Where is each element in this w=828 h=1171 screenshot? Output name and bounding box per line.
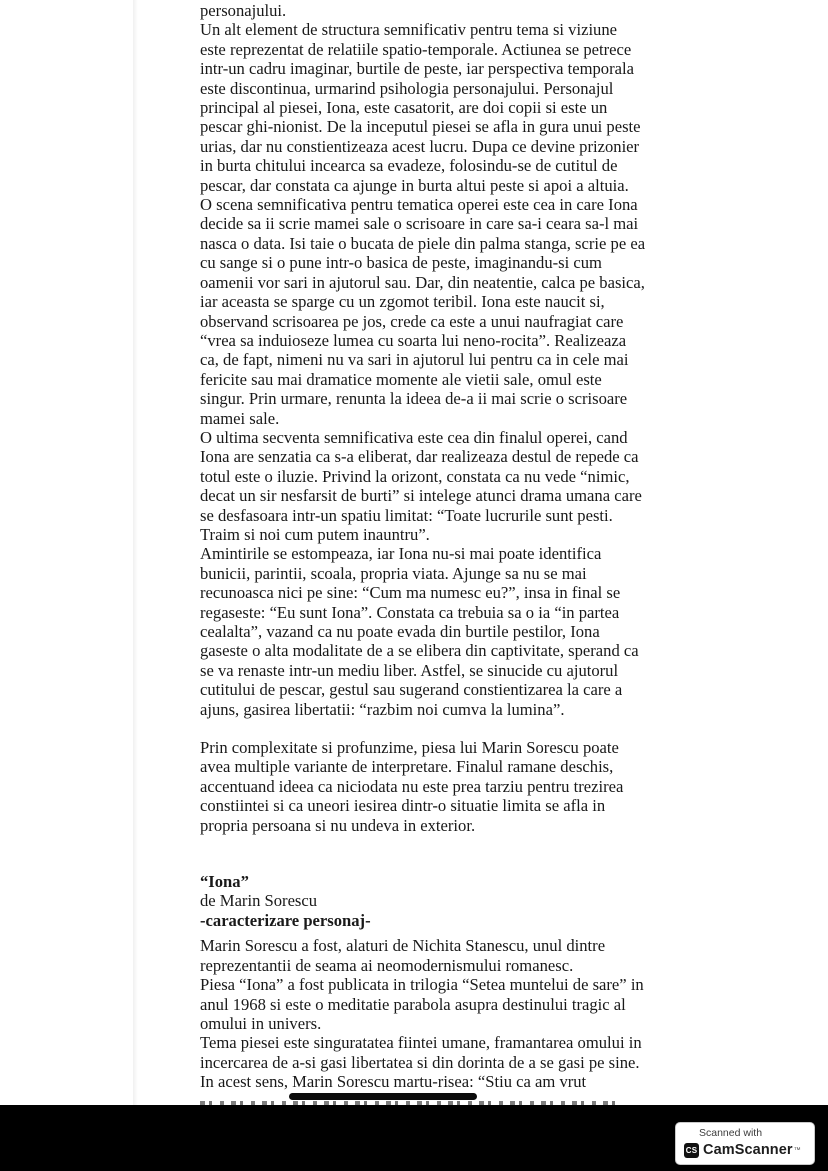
last-paragraph-start: Tema piesei este singuratatea fiintei umane, framantarea omului in incercarea de a-si gasi libertatea si din dorinta de a se gasi pe sine. In acest sens, — [200, 1033, 642, 1092]
paragraph-memories: Amintirile se estompeaza, iar Iona nu-si mai poate identifica bunicii, parintii, scoala, propria viata. Ajunge sa nu se mai recunoasca nici pe sine: “Cum ma numesc eu?”, insa in final se regaseste: “Eu sunt Iona”. Constata ca trebuia sa o ia “in partea cealalta”, vazand ca nu poate evada din burtile pestilor, Iona gaseste o alta modalitate de a se elibera din captivitate, sperand ca se va renaste intr-un mediu liber. Astfel, se sinucide cu ajutorul cutitului de pescar, gestul sau sugerand constientizarea la care a ajuns, gasirea libertatii: “razbim noi cumva la lumina”. — [200, 544, 639, 719]
trademark-symbol: ™ — [793, 1146, 801, 1154]
last-paragraph — [200, 1033, 646, 1091]
camscanner-logo-icon: CS — [684, 1143, 699, 1158]
marker-underlined-phrase: Marin Sorescu martu-risea: — [292, 1072, 474, 1092]
paragraph-structure: Un alt element de structura semnificativ pentru tema si viziune este reprezentat de relatiile spatio-temporale. Actiunea se petrece intr-un cadru imaginar, burtile de peste, iar perspectiva temporala este discontinua, urmarind psihologia personajului. Personajul principal al piesei, Iona, este casatorit, are doi copii si este un pescar ghi-nionist. De la inceputul piesei se afla in gura unui peste urias, dar nu constientizeaza acest lucru. Dupa ce devine prizonier in burta chitului incearca sa evadeze, folosindu-se de cutitul de pescar, dar constata ca ajunge in burta altui peste si apoi a altuia. — [200, 20, 641, 195]
page-scan-edge — [133, 0, 138, 1105]
essay-author: de Marin Sorescu — [200, 891, 318, 911]
camscanner-brand-label: CamScanner — [703, 1142, 793, 1158]
paragraph-fragment: personajului. — [200, 1, 287, 20]
document-text-column — [200, 1, 646, 1109]
essay-title: “Iona” — [200, 872, 249, 892]
closing-paragraph: Prin complexitate si profunzime, piesa lui Marin Sorescu poate avea multiple variante de interpretare. Finalul ramane deschis, accentuand ideea ca niciodata nu este prea tarziu pentru trezirea constiintei si ca uneori iesirea dintr-o situatie limita se afla in propria persoana si nu undeva in exterior. — [200, 738, 624, 835]
essay-heading — [200, 872, 646, 930]
camscanner-badge[interactable] — [675, 1122, 815, 1165]
scan-footer-bar — [0, 1105, 828, 1171]
paragraph-author-context: Marin Sorescu a fost, alaturi de Nichita Stanescu, unul dintre reprezentantii de seama ai neomodernismului romanesc. — [200, 936, 606, 975]
last-paragraph-end: “Stiu ca am vrut — [473, 1072, 587, 1092]
scanned-with-label: Scanned with — [699, 1127, 763, 1139]
paragraph-publication: Piesa “Iona” a fost publicata in trilogia “Setea muntelui de sare” in anul 1968 si este o meditatie parabola asupra destinului tragic al omului in univers. — [200, 975, 644, 1033]
camscanner-brand-row — [684, 1142, 806, 1158]
paragraph-scene: O scena semnificativa pentru tematica operei este cea in care Iona decide sa ii scrie mamei sale o scrisoare in care sa-i ceara sa-l mai nasca o data. Isi taie o bucata de piele din palma stanga, scrie pe ea cu sange si o pune intr-o basica de peste, imaginandu-si cum oamenii vor sari in ajutorul sau. Dar, din neatentie, calca pe basica, iar aceasta se sparge cu un zgomot teribil. Iona este naucit si, observand scrisoarea pe jos, crede ca este a unui naufragiat care “vrea sa induioseze lumea cu soarta lui neno-rocita”. Realizeaza ca, de fapt, nimeni nu va sari in ajutorul lui pentru ca in cele mai fericite sau mai dramatice momente ale vietii sale, omul este singur. Prin urmare, renunta la ideea de-a ii mai scrie o scrisoare mamei sale. — [200, 195, 646, 428]
essay-subtitle: -caracterizare personaj- — [200, 910, 371, 930]
paragraph-final-sequence: O ultima secventa semnificativa este cea din finalul operei, cand Iona are senzatia ca s-a eliberat, dar realizeaza destul de repede ca totul este o iluzie. Privind la orizont, constata ca nu vede “nimic, decat un sir nesfarsit de burti” si intelege atunci drama umana care se desfasoara intr-un spatiu limitat: “Toate lucrurile sunt pesti. Traim si noi cum putem inauntru”. — [200, 427, 642, 544]
